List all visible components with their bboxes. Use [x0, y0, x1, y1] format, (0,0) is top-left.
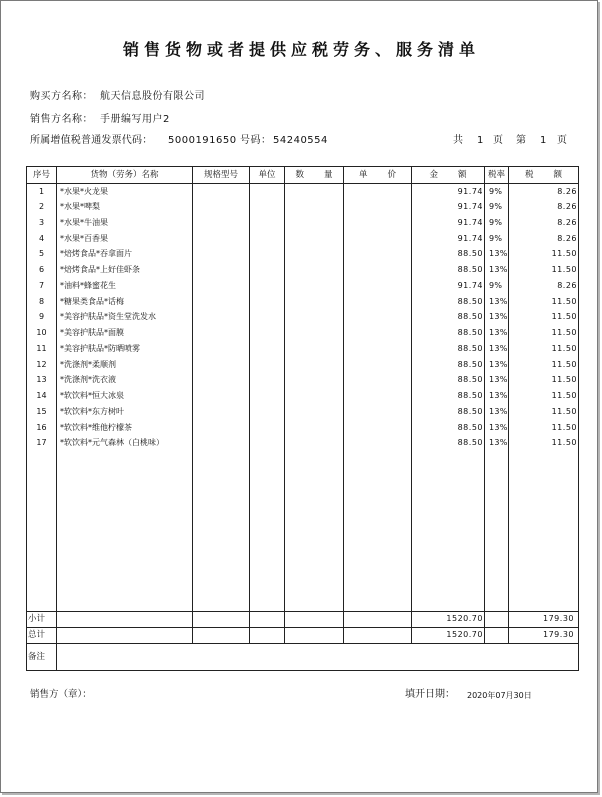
- table-row: [27, 294, 579, 310]
- page-total-prefix: 共: [453, 135, 464, 146]
- tax-amount-cell: 11.50: [509, 310, 579, 326]
- tax-amount-cell: 11.50: [509, 357, 579, 373]
- row-index-cell: 1: [27, 184, 57, 200]
- column-header-tax: [509, 167, 582, 184]
- tax-rate-cell: 13%: [485, 262, 509, 278]
- item-name-cell: *糖果类食品*话梅: [57, 294, 193, 310]
- buyer-name-value: 航天信息股份有限公司: [100, 91, 205, 102]
- spec-cell: [193, 373, 250, 389]
- quantity-cell: [285, 215, 344, 231]
- unit-price-cell: [344, 388, 412, 404]
- item-name-cell: *美容护肤品*防晒喷雾: [57, 341, 193, 357]
- table-row: [27, 373, 579, 389]
- unit-cell: [250, 294, 285, 310]
- unit-price-cell: [344, 404, 412, 420]
- column-header-price: [344, 167, 416, 184]
- tax-rate-cell: 13%: [485, 436, 509, 452]
- table-row: [27, 310, 579, 326]
- tax-amount-cell: 11.50: [509, 373, 579, 389]
- amount-cell: 88.50: [412, 325, 485, 341]
- item-name-cell: *水果*百香果: [57, 231, 193, 247]
- tax-rate-cell: 13%: [485, 373, 509, 389]
- table-row: [27, 199, 579, 215]
- page-current-number: 1: [540, 135, 547, 146]
- tax-rate-cell: 9%: [485, 215, 509, 231]
- tax-amount-cell: 11.50: [509, 294, 579, 310]
- quantity-cell: [285, 278, 344, 294]
- row-index-cell: 17: [27, 436, 57, 452]
- item-name-cell: *水果*火龙果: [57, 184, 193, 200]
- blank-cell: [285, 627, 344, 643]
- blank-cell: [250, 611, 285, 627]
- tax-rate-cell: 9%: [485, 199, 509, 215]
- blank-cell: [57, 451, 193, 611]
- tax-amount-cell: 11.50: [509, 436, 579, 452]
- amount-cell: 91.74: [412, 215, 485, 231]
- column-header-price-label: 单价: [358, 170, 416, 180]
- amount-cell: 88.50: [412, 436, 485, 452]
- tax-amount-cell: 11.50: [509, 404, 579, 420]
- issue-date-label: 填开日期：: [405, 689, 455, 700]
- quantity-cell: [285, 310, 344, 326]
- tax-rate-cell: 13%: [485, 404, 509, 420]
- row-index-cell: 15: [27, 404, 57, 420]
- buyer-name-label: 购买方名称：: [30, 91, 93, 102]
- page-current-prefix: 第: [516, 135, 527, 146]
- tax-rate-cell: 13%: [485, 357, 509, 373]
- spec-cell: [193, 420, 250, 436]
- spec-cell: [193, 325, 250, 341]
- item-name-cell: *水果*牛油果: [57, 215, 193, 231]
- table-row: [27, 262, 579, 278]
- amount-cell: 88.50: [412, 404, 485, 420]
- row-index-cell: 9: [27, 310, 57, 326]
- total-row: [27, 627, 579, 643]
- quantity-cell: [285, 184, 344, 200]
- tax-amount-cell: 8.26: [509, 215, 579, 231]
- blank-cell: [285, 611, 344, 627]
- column-header-name: 货物（劳务）名称: [57, 167, 193, 184]
- remarks-row: [27, 643, 579, 670]
- seller-name-value: 手册编写用户2: [100, 114, 170, 125]
- quantity-cell: [285, 262, 344, 278]
- invoice-code-value: 5000191650: [168, 135, 237, 146]
- tax-rate-cell: 9%: [485, 231, 509, 247]
- row-index-cell: 7: [27, 278, 57, 294]
- quantity-cell: [285, 325, 344, 341]
- quantity-cell: [285, 294, 344, 310]
- amount-cell: 91.74: [412, 199, 485, 215]
- quantity-cell: [285, 247, 344, 263]
- invoice-number-value: 54240554: [273, 135, 328, 146]
- tax-rate-cell: 13%: [485, 247, 509, 263]
- amount-cell: 88.50: [412, 420, 485, 436]
- total-amount: 1520.70: [412, 627, 485, 643]
- unit-cell: [250, 404, 285, 420]
- quantity-cell: [285, 436, 344, 452]
- table-row: [27, 404, 579, 420]
- row-index-cell: 2: [27, 199, 57, 215]
- column-header-index: 序号: [27, 167, 57, 184]
- row-index-cell: 4: [27, 231, 57, 247]
- tax-amount-cell: 8.26: [509, 278, 579, 294]
- unit-price-cell: [344, 215, 412, 231]
- column-header-unit: 单位: [250, 167, 285, 184]
- tax-amount-cell: 11.50: [509, 325, 579, 341]
- unit-cell: [250, 184, 285, 200]
- unit-cell: [250, 357, 285, 373]
- row-index-cell: 14: [27, 388, 57, 404]
- unit-cell: [250, 231, 285, 247]
- table-row: [27, 436, 579, 452]
- amount-cell: 88.50: [412, 310, 485, 326]
- total-tax: 179.30: [509, 627, 579, 643]
- invoice-number-label: 号码：: [240, 135, 272, 146]
- blank-cell: [27, 451, 57, 611]
- tax-amount-cell: 11.50: [509, 388, 579, 404]
- blank-cell: [57, 627, 193, 643]
- row-index-cell: 5: [27, 247, 57, 263]
- table-body: [27, 184, 579, 452]
- table-row: [27, 341, 579, 357]
- unit-price-cell: [344, 262, 412, 278]
- item-name-cell: *软饮料*恒大冰泉: [57, 388, 193, 404]
- unit-cell: [250, 325, 285, 341]
- amount-cell: 88.50: [412, 341, 485, 357]
- spec-cell: [193, 357, 250, 373]
- table-row: [27, 247, 579, 263]
- spec-cell: [193, 184, 250, 200]
- tax-amount-cell: 11.50: [509, 247, 579, 263]
- blank-cell: [344, 627, 412, 643]
- item-name-cell: *焙烤食品*上好佳虾条: [57, 262, 193, 278]
- blank-cell: [250, 451, 285, 611]
- spec-cell: [193, 341, 250, 357]
- table-row: [27, 388, 579, 404]
- item-name-cell: *油料*蜂蜜花生: [57, 278, 193, 294]
- page-total-count: 1: [477, 135, 484, 146]
- unit-cell: [250, 278, 285, 294]
- unit-price-cell: [344, 231, 412, 247]
- item-name-cell: *软饮料*维他柠檬茶: [57, 420, 193, 436]
- quantity-cell: [285, 420, 344, 436]
- amount-cell: 91.74: [412, 231, 485, 247]
- spec-cell: [193, 215, 250, 231]
- unit-price-cell: [344, 310, 412, 326]
- item-name-cell: *水果*啤梨: [57, 199, 193, 215]
- blank-cell: [412, 451, 485, 611]
- row-index-cell: 12: [27, 357, 57, 373]
- blank-cell: [193, 627, 250, 643]
- table-blank-space: [27, 451, 579, 611]
- page-total-suffix: 页: [493, 135, 504, 146]
- item-name-cell: *焙烤食品*吞拿面片: [57, 247, 193, 263]
- spec-cell: [193, 278, 250, 294]
- column-header-quantity: [285, 167, 353, 184]
- invoice-code-label: 所属增值税普通发票代码：: [30, 135, 153, 146]
- unit-price-cell: [344, 420, 412, 436]
- unit-cell: [250, 341, 285, 357]
- spec-cell: [193, 262, 250, 278]
- spec-cell: [193, 388, 250, 404]
- item-name-cell: *洗涤剂*洗衣液: [57, 373, 193, 389]
- amount-cell: 88.50: [412, 262, 485, 278]
- unit-price-cell: [344, 294, 412, 310]
- unit-cell: [250, 388, 285, 404]
- blank-cell: [344, 611, 412, 627]
- remarks-content: [57, 643, 579, 670]
- unit-cell: [250, 373, 285, 389]
- row-index-cell: 10: [27, 325, 57, 341]
- spec-cell: [193, 247, 250, 263]
- tax-rate-cell: 13%: [485, 341, 509, 357]
- blank-cell: [485, 451, 509, 611]
- unit-cell: [250, 262, 285, 278]
- tax-amount-cell: 8.26: [509, 184, 579, 200]
- unit-price-cell: [344, 341, 412, 357]
- row-index-cell: 8: [27, 294, 57, 310]
- tax-amount-cell: 11.50: [509, 420, 579, 436]
- table-row: [27, 215, 579, 231]
- unit-price-cell: [344, 247, 412, 263]
- tax-amount-cell: 11.50: [509, 341, 579, 357]
- unit-price-cell: [344, 184, 412, 200]
- unit-cell: [250, 420, 285, 436]
- subtotal-amount: 1520.70: [412, 611, 485, 627]
- quantity-cell: [285, 373, 344, 389]
- unit-cell: [250, 310, 285, 326]
- table-header-row: [27, 167, 579, 184]
- item-name-cell: *软饮料*元气森林（白桃味）: [57, 436, 193, 452]
- spec-cell: [193, 231, 250, 247]
- total-label: 总计: [27, 627, 57, 643]
- table-row: [27, 325, 579, 341]
- row-index-cell: 13: [27, 373, 57, 389]
- remarks-label: 备注: [27, 643, 57, 670]
- unit-price-cell: [344, 373, 412, 389]
- blank-cell: [193, 611, 250, 627]
- quantity-cell: [285, 199, 344, 215]
- row-index-cell: 11: [27, 341, 57, 357]
- amount-cell: 88.50: [412, 247, 485, 263]
- spec-cell: [193, 436, 250, 452]
- tax-rate-cell: 9%: [485, 184, 509, 200]
- tax-rate-cell: 13%: [485, 388, 509, 404]
- tax-rate-cell: 13%: [485, 420, 509, 436]
- unit-price-cell: [344, 436, 412, 452]
- blank-cell: [285, 451, 344, 611]
- seller-seal-label: 销售方（章）：: [30, 689, 92, 700]
- tax-rate-cell: 13%: [485, 310, 509, 326]
- unit-cell: [250, 215, 285, 231]
- goods-list-table: [26, 166, 582, 671]
- column-header-amount: [412, 167, 485, 184]
- unit-price-cell: [344, 325, 412, 341]
- quantity-cell: [285, 341, 344, 357]
- item-name-cell: *软饮料*东方树叶: [57, 404, 193, 420]
- amount-cell: 88.50: [412, 373, 485, 389]
- table-row: [27, 357, 579, 373]
- column-header-quantity-label: 数量: [295, 170, 353, 180]
- tax-rate-cell: 9%: [485, 278, 509, 294]
- blank-cell: [485, 611, 509, 627]
- row-index-cell: 16: [27, 420, 57, 436]
- unit-cell: [250, 436, 285, 452]
- subtotal-tax: 179.30: [509, 611, 579, 627]
- unit-cell: [250, 199, 285, 215]
- amount-cell: 91.74: [412, 278, 485, 294]
- blank-cell: [509, 451, 579, 611]
- column-header-amount-label: 金额: [429, 170, 487, 180]
- spec-cell: [193, 310, 250, 326]
- subtotal-label: 小计: [27, 611, 57, 627]
- blank-cell: [57, 611, 193, 627]
- unit-price-cell: [344, 278, 412, 294]
- unit-price-cell: [344, 357, 412, 373]
- amount-cell: 88.50: [412, 294, 485, 310]
- row-index-cell: 6: [27, 262, 57, 278]
- table-row: [27, 278, 579, 294]
- amount-cell: 88.50: [412, 388, 485, 404]
- blank-cell: [193, 451, 250, 611]
- table-row: [27, 420, 579, 436]
- spec-cell: [193, 404, 250, 420]
- column-header-tax-rate: 税率: [485, 167, 509, 184]
- unit-price-cell: [344, 199, 412, 215]
- column-header-spec: 规格型号: [193, 167, 250, 184]
- amount-cell: 88.50: [412, 357, 485, 373]
- blank-cell: [250, 627, 285, 643]
- quantity-cell: [285, 404, 344, 420]
- quantity-cell: [285, 231, 344, 247]
- table-row: [27, 184, 579, 200]
- seller-name-label: 销售方名称：: [30, 114, 93, 125]
- blank-cell: [344, 451, 412, 611]
- table-summary: [27, 451, 579, 670]
- issue-date-value: 2020年07月30日: [467, 691, 532, 700]
- item-name-cell: *美容护肤品*面膜: [57, 325, 193, 341]
- tax-amount-cell: 8.26: [509, 231, 579, 247]
- row-index-cell: 3: [27, 215, 57, 231]
- item-name-cell: *美容护肤品*资生堂洗发水: [57, 310, 193, 326]
- table-row: [27, 231, 579, 247]
- tax-rate-cell: 13%: [485, 325, 509, 341]
- document-title: 销售货物或者提供应税劳务、服务清单: [122, 40, 480, 59]
- tax-rate-cell: 13%: [485, 294, 509, 310]
- unit-cell: [250, 247, 285, 263]
- column-header-tax-label: 税额: [524, 170, 582, 180]
- subtotal-row: [27, 611, 579, 627]
- quantity-cell: [285, 388, 344, 404]
- spec-cell: [193, 199, 250, 215]
- spec-cell: [193, 294, 250, 310]
- tax-amount-cell: 8.26: [509, 199, 579, 215]
- item-name-cell: *洗涤剂*柔顺剂: [57, 357, 193, 373]
- blank-cell: [485, 627, 509, 643]
- quantity-cell: [285, 357, 344, 373]
- amount-cell: 91.74: [412, 184, 485, 200]
- page-current-suffix: 页: [557, 135, 568, 146]
- tax-amount-cell: 11.50: [509, 262, 579, 278]
